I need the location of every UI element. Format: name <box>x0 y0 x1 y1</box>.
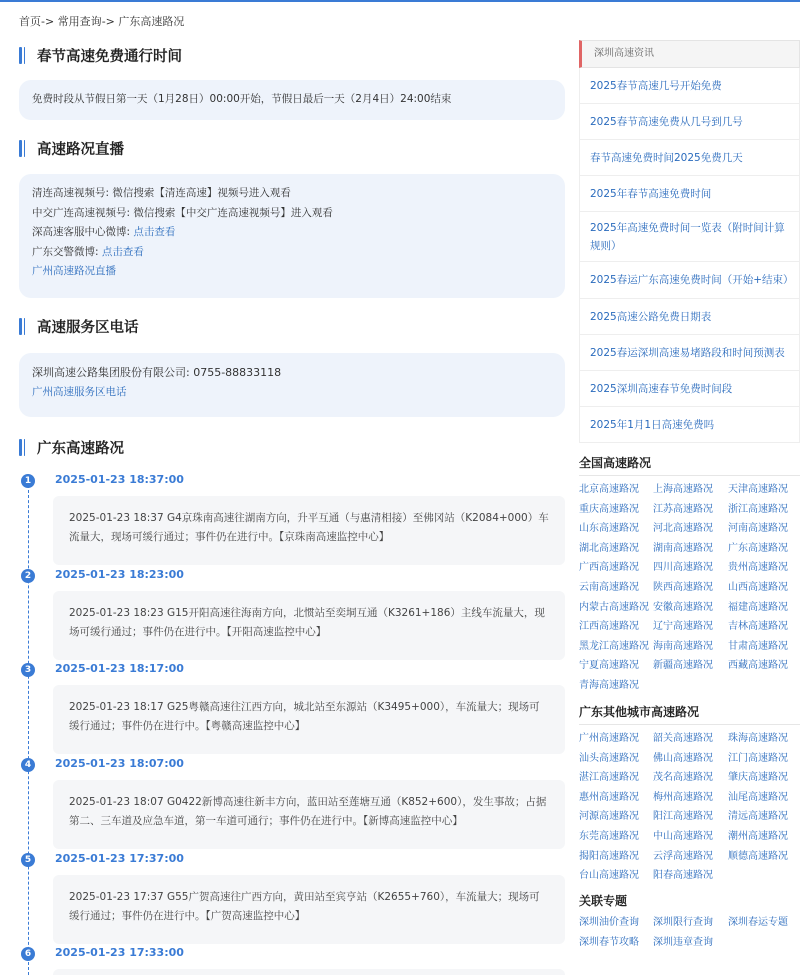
national-road-link[interactable]: 云南高速路况 <box>579 581 639 593</box>
timeline-card: 2025-01-23 17:37 G55广贺高速往广西方向，黄田站至宾亨站（K2655+760），车流量大；现场可缓行通过；事件仍在进行中。【广贺高速监控中心】 <box>53 875 565 944</box>
city-road-link[interactable]: 汕头高速路况 <box>579 752 639 764</box>
news-item[interactable]: 2025年春节高速免费时间 <box>579 176 800 212</box>
city-road-link[interactable]: 佛山高速路况 <box>653 752 713 764</box>
timeline-number: 6 <box>21 947 35 961</box>
timeline-card: 2025-01-23 18:17 G25粤赣高速往江西方向，城北站至东源站（K3495+000），车流量大；现场可缓行通过；事件仍在进行中。【粤赣高速监控中心】 <box>53 685 565 754</box>
live-row-value: 微信搜索【清连高速】视频号进入观看 <box>112 187 291 199</box>
free-time-text: 免费时段从节假日第一天（1月28日）00:00开始，节假日最后一天（2月4日）24:00结束 <box>32 93 452 105</box>
city-road-link[interactable]: 东莞高速路况 <box>579 830 639 842</box>
timeline-time: 2025-01-23 17:37:00 <box>55 852 184 865</box>
news-item[interactable]: 2025深圳高速春节免费时间段 <box>579 371 800 407</box>
news-list <box>579 68 800 443</box>
phone-box <box>19 353 565 417</box>
news-item[interactable]: 2025春运深圳高速易堵路段和时间预测表 <box>579 335 800 371</box>
city-road-link[interactable]: 江门高速路况 <box>728 752 788 764</box>
timeline-card <box>53 969 565 975</box>
live-row <box>32 243 552 263</box>
topic-link[interactable]: 深圳油价查询 <box>579 917 639 928</box>
city-road-link[interactable]: 顺德高速路况 <box>728 850 788 862</box>
section-title-roads <box>19 437 124 457</box>
city-road-link[interactable]: 河源高速路况 <box>579 811 639 823</box>
national-road-link[interactable]: 广东高速路况 <box>728 542 788 554</box>
national-road-link[interactable]: 宁夏高速路况 <box>579 660 639 672</box>
weibo-view-link[interactable]: 点击查看 <box>133 226 176 239</box>
news-item[interactable]: 2025年高速免费时间一览表（附时间计算规则） <box>579 212 800 262</box>
national-roads-title: 全国高速路况 <box>579 454 800 476</box>
live-box <box>19 174 565 298</box>
city-road-link[interactable]: 中山高速路况 <box>653 830 713 842</box>
city-road-link[interactable]: 茂名高速路况 <box>653 772 713 784</box>
live-row <box>32 184 552 204</box>
topic-link[interactable]: 深圳限行查询 <box>653 917 713 928</box>
timeline-number: 2 <box>21 569 35 583</box>
timeline-number: 1 <box>21 474 35 488</box>
phone-heading: 高速服务区电话 <box>37 319 139 336</box>
national-road-link[interactable]: 浙江高速路况 <box>728 503 788 515</box>
topic-link[interactable]: 深圳春节攻略 <box>579 936 639 948</box>
guangzhou-live-link[interactable]: 广州高速路况直播 <box>32 265 116 278</box>
city-roads-title: 广东其他城市高速路况 <box>579 703 800 725</box>
city-road-link[interactable]: 肇庆高速路况 <box>728 772 788 784</box>
national-road-link[interactable]: 西藏高速路况 <box>728 660 788 672</box>
national-road-link[interactable]: 河北高速路况 <box>653 523 713 535</box>
top-accent-line <box>0 0 800 2</box>
city-road-link[interactable]: 汕尾高速路况 <box>728 791 788 803</box>
news-item[interactable]: 2025春运广东高速免费时间（开始+结束） <box>579 262 800 299</box>
section-marker-icon <box>19 318 25 335</box>
topic-link[interactable]: 深圳春运专题 <box>728 917 788 928</box>
free-time-heading: 春节高速免费通行时间 <box>37 48 182 65</box>
news-item[interactable]: 2025高速公路免费日期表 <box>579 299 800 335</box>
free-time-box <box>19 80 565 120</box>
national-road-link[interactable]: 天津高速路况 <box>728 484 788 495</box>
timeline-number: 4 <box>21 758 35 772</box>
city-roads-grid <box>579 729 800 886</box>
news-item[interactable]: 2025春节高速几号开始免费 <box>579 68 800 104</box>
section-title-live <box>19 138 124 158</box>
city-road-link[interactable]: 阳春高速路况 <box>653 870 713 882</box>
news-header: 深圳高速资讯 <box>579 40 800 68</box>
city-road-link[interactable]: 珠海高速路况 <box>728 733 788 744</box>
timeline-time: 2025-01-23 18:37:00 <box>55 473 184 486</box>
city-road-link[interactable]: 清远高速路况 <box>728 811 788 823</box>
national-road-link[interactable]: 广西高速路况 <box>579 562 639 574</box>
breadcrumb-common-query[interactable]: 常用查询 <box>57 15 102 28</box>
timeline-number: 3 <box>21 663 35 677</box>
national-road-link[interactable]: 新疆高速路况 <box>653 660 713 672</box>
national-road-link[interactable]: 江西高速路况 <box>579 621 639 633</box>
topics-block <box>579 892 800 952</box>
national-road-link[interactable]: 青海高速路况 <box>579 679 639 691</box>
city-road-link[interactable]: 揭阳高速路况 <box>579 850 639 862</box>
national-road-link[interactable]: 黑龙江高速路况 <box>579 640 649 652</box>
national-road-link[interactable]: 安徽高速路况 <box>653 601 713 613</box>
topic-link[interactable]: 深圳违章查询 <box>653 936 713 948</box>
guangzhou-phone-link[interactable]: 广州高速服务区电话 <box>32 385 127 398</box>
timeline-card: 2025-01-23 18:37 G4京珠南高速往湖南方向，升平互通（与惠清相接）至佛冈站（K2084+000）车流量大，现场可缓行通过；事件仍在进行中。【京珠南高速监控中心】 <box>53 496 565 565</box>
timeline-time: 2025-01-23 17:33:00 <box>55 946 184 959</box>
national-road-link[interactable]: 北京高速路况 <box>579 484 639 495</box>
live-row-label: 深高速客服中心微博: <box>32 226 134 239</box>
city-road-link[interactable]: 韶关高速路况 <box>653 733 713 744</box>
sidebar <box>579 40 800 948</box>
national-road-link[interactable]: 贵州高速路况 <box>728 562 788 574</box>
national-road-link[interactable]: 江苏高速路况 <box>653 503 713 515</box>
timeline-card: 2025-01-23 18:07 G0422新博高速往新丰方向，蓝田站至莲塘互通（K852+600），发生事故；占据第二、三车道及应急车道，第一车道可通行；事件仍在进行中。【新博高速监控中心】 <box>53 780 565 849</box>
section-marker-icon <box>19 140 25 157</box>
phone-line: 深圳高速公路集团股份有限公司: 0755-88833118 <box>32 366 282 379</box>
national-road-link[interactable]: 重庆高速路况 <box>579 503 639 515</box>
breadcrumb <box>19 13 184 29</box>
news-item[interactable]: 2025年1月1日高速免费吗 <box>579 407 800 443</box>
national-road-link[interactable]: 湖南高速路况 <box>653 542 713 554</box>
city-road-link[interactable]: 湛江高速路况 <box>579 772 639 784</box>
national-road-link[interactable]: 内蒙古高速路况 <box>579 601 649 613</box>
city-road-link[interactable]: 云浮高速路况 <box>653 850 713 862</box>
national-road-link[interactable]: 四川高速路况 <box>653 562 713 574</box>
timeline-time: 2025-01-23 18:07:00 <box>55 757 184 770</box>
timeline-time: 2025-01-23 18:17:00 <box>55 662 184 675</box>
news-item[interactable]: 2025春节高速免费从几号到几号 <box>579 104 800 140</box>
section-title-free-time <box>19 45 182 65</box>
national-road-link[interactable]: 辽宁高速路况 <box>653 621 713 633</box>
city-road-link[interactable]: 梅州高速路况 <box>653 791 713 803</box>
live-row <box>32 204 552 224</box>
live-heading: 高速路况直播 <box>37 141 124 158</box>
city-road-link[interactable]: 阳江高速路况 <box>653 811 713 823</box>
national-roads-block <box>579 454 800 696</box>
live-row-label: 清连高速视频号: <box>32 187 113 199</box>
timeline-time: 2025-01-23 18:23:00 <box>55 568 184 581</box>
breadcrumb-home[interactable]: 首页 <box>19 15 41 28</box>
national-road-link[interactable]: 甘肃高速路况 <box>728 640 788 652</box>
live-row-value: 微信搜索【中交广连高速视频号】进入观看 <box>133 206 333 219</box>
national-road-link[interactable]: 海南高速路况 <box>653 640 713 652</box>
topics-title: 关联专题 <box>579 894 628 908</box>
breadcrumb-sep: -> <box>41 15 55 28</box>
breadcrumb-current: 广东高速路况 <box>118 15 185 28</box>
national-road-link[interactable]: 山西高速路况 <box>728 581 788 593</box>
national-road-link[interactable]: 福建高速路况 <box>728 601 788 613</box>
live-row-label: 中交广连高速视频号: <box>32 206 134 219</box>
national-road-link[interactable]: 湖北高速路况 <box>579 542 639 554</box>
topics-grid <box>579 913 800 952</box>
section-marker-icon <box>19 47 25 64</box>
city-roads-block <box>579 703 800 886</box>
news-item[interactable]: 春节高速免费时间2025免费几天 <box>579 140 800 176</box>
timeline-line <box>28 480 29 975</box>
city-road-link[interactable]: 台山高速路况 <box>579 870 639 882</box>
national-road-link[interactable]: 吉林高速路况 <box>728 621 788 633</box>
section-title-phone <box>19 316 139 336</box>
live-row-label: 广东交警微博: <box>32 245 102 258</box>
city-road-link[interactable]: 惠州高速路况 <box>579 791 639 803</box>
national-road-link[interactable]: 山东高速路况 <box>579 523 639 535</box>
live-row <box>32 223 552 243</box>
national-roads-grid <box>579 480 800 696</box>
section-marker-icon <box>19 439 25 456</box>
breadcrumb-sep: -> <box>101 15 115 28</box>
timeline-card: 2025-01-23 18:23 G15开阳高速往海南方向，北惯站至奕垌互通（K3261+186）主线车流量大，现场可缓行通过；事件仍在进行中。【开阳高速监控中心】 <box>53 591 565 660</box>
city-road-link[interactable]: 广州高速路况 <box>579 733 639 744</box>
city-road-link[interactable]: 潮州高速路况 <box>728 830 788 842</box>
national-road-link[interactable]: 陕西高速路况 <box>653 581 713 593</box>
national-road-link[interactable]: 上海高速路况 <box>653 484 713 495</box>
timeline-number: 5 <box>21 853 35 867</box>
roads-heading: 广东高速路况 <box>37 440 124 457</box>
national-road-link[interactable]: 河南高速路况 <box>728 523 788 535</box>
police-weibo-view-link[interactable]: 点击查看 <box>101 245 144 258</box>
